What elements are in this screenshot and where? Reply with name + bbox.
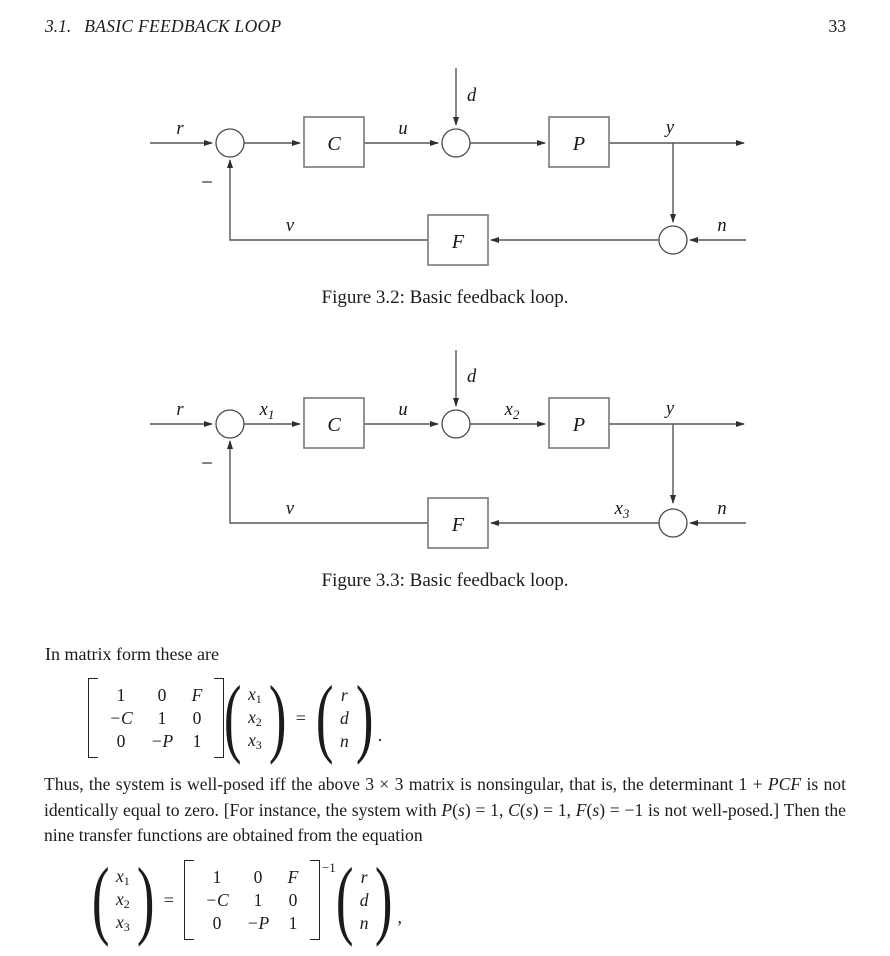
state-vector [241, 681, 269, 756]
section-title: BASIC FEEDBACK LOOP [84, 16, 282, 36]
label-block-p: P [572, 133, 586, 155]
label-block-f: F [451, 231, 465, 253]
section-number: 3.1. [45, 16, 72, 36]
label-u: u [398, 119, 408, 139]
matrix-cell: 1 [157, 707, 167, 728]
state-vector [109, 863, 137, 938]
label-block-p: P [572, 414, 586, 436]
summing-junction-disturbance [442, 129, 470, 157]
section-heading [45, 16, 281, 37]
input-vector [353, 863, 376, 938]
text-run: is not identically equal to zero. [For instance, the system with [44, 774, 846, 820]
page-number: 33 [828, 16, 846, 36]
label-u: u [398, 400, 408, 420]
left-paren: ( [223, 668, 242, 766]
matrix-cell: 0 [212, 912, 222, 933]
summing-junction-disturbance [442, 410, 470, 438]
text-run: ) = 1, [532, 799, 576, 820]
matrix-cell: 0 [288, 889, 298, 910]
matrix-cell: −P [246, 912, 270, 933]
figure-3-3-diagram [0, 338, 890, 563]
summing-junction-error [216, 129, 244, 157]
matrix-cell: 1 [192, 730, 202, 751]
text-run: ( [586, 799, 593, 820]
label-y: y [665, 118, 675, 138]
vector-cell: d [339, 707, 349, 728]
figure-3-2-diagram [0, 55, 890, 280]
summing-junction-noise [659, 509, 687, 537]
minus-sign: − [201, 451, 213, 475]
label-d: d [467, 86, 477, 106]
feedback-line-left [230, 441, 428, 523]
label-x3: $x_3$ [614, 499, 630, 521]
label-v: v [285, 499, 295, 519]
matrix-cell: 0 [157, 684, 167, 705]
summing-junction-noise [659, 226, 687, 254]
inverse-exponent: −1 [321, 860, 336, 875]
vector-cell: x2 [116, 888, 130, 911]
coefficient-matrix [194, 863, 310, 938]
matrix-cell: F [287, 866, 299, 887]
right-paren: ) [136, 850, 155, 948]
label-v: v [285, 216, 295, 236]
right-paren: ) [355, 668, 373, 766]
matrix-cell: 1 [116, 684, 126, 705]
label-x1: $x_1$ [259, 400, 275, 422]
text-run: PCF [767, 774, 802, 794]
coefficient-matrix [98, 681, 214, 756]
text-run: s [525, 799, 533, 820]
vector-cell: n [339, 730, 349, 751]
matrix-cell: 0 [192, 707, 202, 728]
label-r: r [176, 400, 184, 420]
label-x2: $x_2$ [504, 400, 520, 422]
text-run: ( [519, 799, 526, 820]
label-block-c: C [327, 133, 341, 155]
text-run: s [592, 799, 600, 820]
vector-cell: x1 [116, 865, 130, 888]
vector-cell: r [360, 866, 368, 887]
label-block-c: C [327, 414, 341, 436]
matrix-cell: F [191, 684, 203, 705]
label-r: r [176, 119, 184, 139]
matrix-intro-text: In matrix form these are [45, 644, 219, 664]
text-run: Thus, the system is well-posed iff the above 3 × 3 matrix is nonsingular, that is, the determinant 1 + [44, 774, 768, 794]
matrix-cell: 1 [288, 912, 298, 933]
figure-3-2-caption: Figure 3.2: Basic feedback loop. [321, 287, 569, 308]
matrix-cell: −P [150, 730, 174, 751]
text-run: P [441, 799, 453, 820]
equation-period: . [377, 724, 383, 745]
label-block-f: F [451, 514, 465, 536]
vector-cell: r [340, 684, 348, 705]
text-run: ) = 1, [464, 799, 509, 820]
matrix-cell: 0 [253, 866, 263, 887]
vector-cell: x3 [116, 911, 130, 934]
matrix-cell: 1 [212, 866, 222, 887]
label-d: d [467, 367, 477, 387]
equation-comma: , [397, 906, 403, 927]
text-run: C [508, 799, 520, 820]
vector-cell: x3 [248, 729, 262, 752]
right-bracket [310, 860, 320, 940]
label-n: n [717, 216, 727, 236]
matrix-cell: 0 [116, 730, 126, 751]
equals-sign: = [163, 889, 174, 910]
matrix-cell: −C [109, 707, 133, 728]
right-paren: ) [375, 850, 393, 948]
text-run: ) = −1 is not well-posed.] Then the nine transfer functions are obtained from the equation [44, 799, 846, 845]
label-y: y [665, 399, 675, 419]
body-paragraph [44, 772, 846, 849]
vector-cell: n [359, 912, 369, 933]
equals-sign: = [295, 707, 306, 728]
left-paren: ( [315, 668, 334, 766]
figure-3-3-caption: Figure 3.3: Basic feedback loop. [321, 570, 569, 591]
equation-matrix-form [88, 668, 383, 766]
text-run: F [575, 799, 587, 820]
left-paren: ( [91, 850, 110, 948]
left-paren: ( [335, 850, 354, 948]
right-paren: ) [268, 668, 287, 766]
label-n: n [717, 499, 727, 519]
text-run: s [458, 799, 465, 820]
page-header [45, 16, 846, 37]
minus-sign: − [201, 170, 213, 194]
left-bracket [184, 860, 194, 940]
left-bracket [88, 678, 98, 758]
matrix-cell: −C [205, 889, 229, 910]
input-vector [333, 681, 356, 756]
vector-cell: x2 [248, 706, 262, 729]
feedback-line-left [230, 160, 428, 240]
summing-junction-error [216, 410, 244, 438]
matrix-cell: 1 [253, 889, 263, 910]
vector-cell: d [359, 889, 369, 910]
text-run: ( [452, 799, 459, 820]
equation-transfer-functions [91, 850, 403, 948]
vector-cell: x1 [248, 683, 262, 706]
right-bracket [214, 678, 224, 758]
